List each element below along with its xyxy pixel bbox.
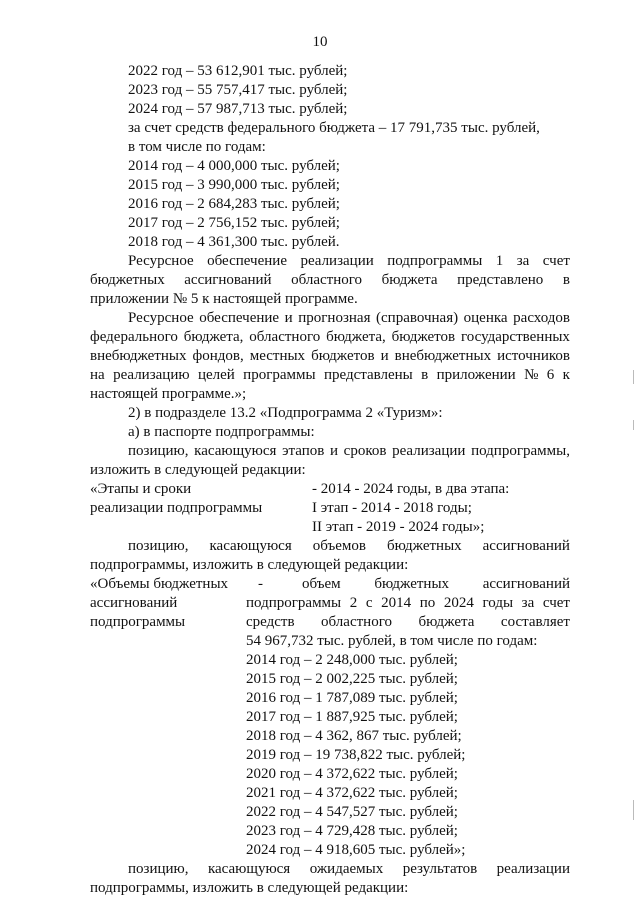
word: позицию,: [128, 443, 189, 459]
paragraph-line: [128, 860, 570, 878]
word: источников: [497, 348, 570, 364]
word: реализации: [496, 861, 570, 877]
word: ожидаемых: [309, 861, 384, 877]
paragraph-line: [128, 252, 570, 270]
word: этапов: [282, 443, 325, 459]
word: Ресурсное: [128, 253, 194, 269]
word: объем: [302, 576, 341, 592]
paragraph-line: [90, 347, 570, 365]
word: объемов: [312, 538, 366, 554]
paragraph-line: [128, 537, 570, 555]
word: позицию,: [128, 538, 189, 554]
paragraph-line: приложении № 5 к настоящей программе.: [90, 291, 358, 307]
word: за: [521, 595, 535, 611]
text-line: 2023 год – 55 757,417 тыс. рублей;: [128, 82, 348, 98]
word: программы: [243, 367, 316, 383]
paragraph-line: [128, 309, 570, 327]
volumes-year: 2020 год – 4 372,622 тыс. рублей;: [246, 766, 458, 782]
word: федерального: [90, 329, 178, 345]
paragraph-line: настоящей программе.»;: [90, 386, 247, 402]
word: касающуюся: [207, 861, 291, 877]
volumes-value: [302, 575, 570, 593]
word: годы: [482, 595, 514, 611]
word: ассигнований: [482, 576, 570, 592]
volumes-value: [246, 613, 570, 631]
stages-value: II этап - 2019 - 2024 годы»;: [312, 519, 485, 535]
text-line: 2018 год – 4 361,300 тыс. рублей.: [128, 234, 340, 250]
word: прогнозная: [298, 310, 371, 326]
stages-label: реализации подпрограммы: [90, 500, 263, 516]
word: целей: [197, 367, 235, 383]
word: с: [365, 595, 373, 611]
word: 2014: [381, 595, 412, 611]
text-line: 2016 год – 2 684,283 тыс. рублей;: [128, 196, 340, 212]
word: результатов: [402, 861, 478, 877]
paragraph-line: подпрограммы, изложить в следующей редакции:: [90, 557, 409, 573]
word: 6: [546, 367, 555, 383]
word: расходов: [513, 310, 570, 326]
word: бюджета,: [326, 329, 386, 345]
word: оценка: [463, 310, 508, 326]
volumes-year: 2018 год – 4 362, 867 тыс. рублей;: [246, 728, 462, 744]
word: местных: [249, 348, 306, 364]
word: 1: [495, 253, 504, 269]
word: фондов,: [192, 348, 244, 364]
paragraph-line: [90, 328, 570, 346]
word: и: [329, 443, 338, 459]
paragraph-line: [90, 271, 570, 289]
volumes-value: 54 967,732 тыс. рублей, в том числе по годам:: [246, 633, 538, 649]
word: государственных: [460, 329, 570, 345]
paragraph-line: подпрограммы, изложить в следующей редакции:: [90, 880, 409, 896]
word: приложении: [436, 367, 516, 383]
word: ассигнований: [482, 538, 570, 554]
text-line: 2014 год – 4 000,000 тыс. рублей;: [128, 158, 340, 174]
word: внебюджетных: [394, 348, 492, 364]
word: бюджета,: [183, 329, 244, 345]
word: в: [562, 272, 570, 288]
volumes-year: 2015 год – 2 002,225 тыс. рублей;: [246, 671, 458, 687]
word: сроков: [343, 443, 387, 459]
volumes-year: 2021 год – 4 372,622 тыс. рублей;: [246, 785, 458, 801]
word: реализацию: [113, 367, 190, 383]
page-number: 10: [312, 34, 328, 50]
volumes-year: 2019 год – 19 738,822 тыс. рублей;: [246, 747, 466, 763]
word: и: [380, 348, 389, 364]
word: обеспечение: [199, 310, 280, 326]
word: и: [284, 310, 293, 326]
word: подпрограммы: [387, 253, 483, 269]
volumes-label: «Объемы бюджетных: [90, 576, 229, 592]
volumes-label: ассигнований: [90, 595, 178, 611]
volumes-year: 2023 год – 4 729,428 тыс. рублей;: [246, 823, 458, 839]
word: представлены: [323, 367, 413, 383]
word: касающуюся: [209, 538, 292, 554]
word: обеспечение: [207, 253, 287, 269]
paragraph-line: изложить в следующей редакции:: [90, 462, 306, 478]
paragraph-line: [90, 366, 570, 384]
word: в: [421, 367, 429, 383]
volumes-year: 2014 год – 2 248,000 тыс. рублей;: [246, 652, 458, 668]
word: Ресурсное: [128, 310, 194, 326]
scan-edge-mark: [633, 800, 634, 820]
volumes-year: 2016 год – 1 787,089 тыс. рублей;: [246, 690, 458, 706]
word: бюджета: [418, 614, 475, 630]
word: областного: [291, 272, 363, 288]
text-line: 2024 год – 57 987,713 тыс. рублей;: [128, 101, 348, 117]
word: подпрограммы: [246, 595, 342, 611]
list-item: а) в паспорте подпрограммы:: [128, 424, 315, 440]
text-line: за счет средств федерального бюджета – 17 791,735 тыс. рублей,: [128, 120, 540, 136]
word: составляет: [500, 614, 570, 630]
word: №: [524, 367, 539, 383]
list-item: 2) в подразделе 13.2 «Подпрограмма 2 «Туризм»:: [128, 405, 443, 421]
text-line: в том числе по годам:: [128, 139, 266, 155]
word: счет: [542, 253, 570, 269]
stages-value: - 2014 - 2024 годы, в два этапа:: [312, 481, 510, 497]
volumes-dash: -: [258, 576, 263, 592]
text-line: 2022 год – 53 612,901 тыс. рублей;: [128, 63, 348, 79]
word: 2024: [443, 595, 474, 611]
word: областного: [321, 614, 392, 630]
volumes-year: 2022 год – 4 547,527 тыс. рублей;: [246, 804, 458, 820]
word: на: [90, 367, 105, 383]
word: подпрограммы,: [471, 443, 570, 459]
paragraph-line: [128, 442, 570, 460]
word: за: [516, 253, 530, 269]
word: бюджетных: [90, 272, 165, 288]
word: средств: [246, 614, 295, 630]
stages-value: I этап - 2014 - 2018 годы;: [312, 500, 472, 516]
word: счет: [542, 595, 570, 611]
word: реализации: [300, 253, 374, 269]
word: позицию,: [128, 861, 189, 877]
word: внебюджетных: [90, 348, 187, 364]
volumes-year: 2024 год – 4 918,605 тыс. рублей»;: [246, 842, 466, 858]
word: бюджетных: [374, 576, 450, 592]
word: областного: [249, 329, 321, 345]
stages-label: «Этапы и сроки: [90, 481, 192, 497]
text-line: 2015 год – 3 990,000 тыс. рублей;: [128, 177, 340, 193]
volumes-year: 2017 год – 1 887,925 тыс. рублей;: [246, 709, 458, 725]
word: бюджета: [381, 272, 438, 288]
text-line: 2017 год – 2 756,152 тыс. рублей;: [128, 215, 340, 231]
scan-edge-mark: [633, 370, 634, 384]
word: представлено: [457, 272, 544, 288]
volumes-label: подпрограммы: [90, 614, 186, 630]
word: реализации: [392, 443, 466, 459]
word: бюджетов: [311, 348, 375, 364]
word: ассигнований: [184, 272, 272, 288]
word: бюджетных: [386, 538, 462, 554]
word: 2: [349, 595, 358, 611]
word: бюджетов: [391, 329, 456, 345]
word: к: [562, 367, 570, 383]
word: (справочная): [376, 310, 459, 326]
word: по: [419, 595, 436, 611]
word: касающуюся: [194, 443, 277, 459]
volumes-value: [246, 594, 570, 612]
scan-edge-mark: [633, 420, 634, 430]
